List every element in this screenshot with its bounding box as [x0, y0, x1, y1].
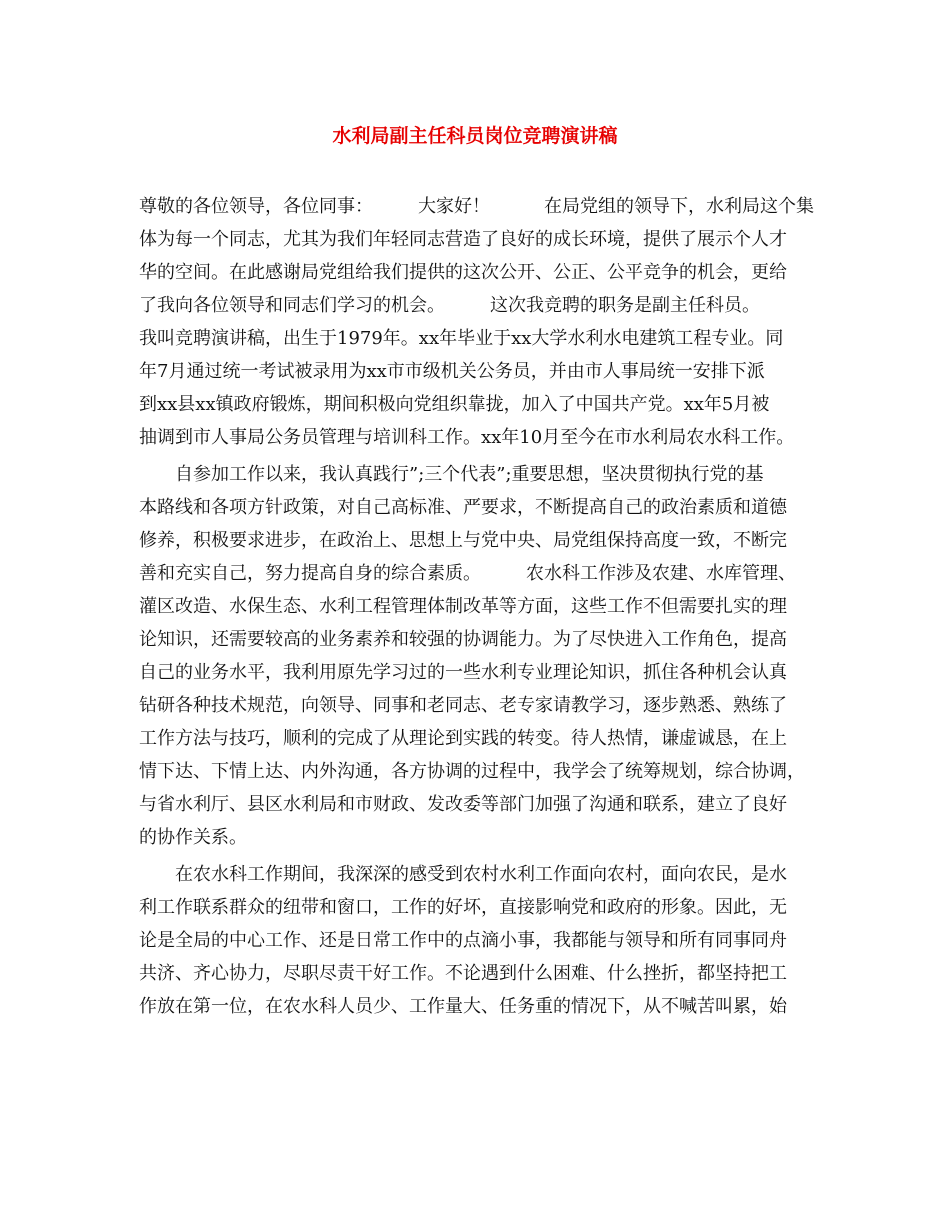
document-title: 水利局副主任科员岗位竞聘演讲稿 — [332, 125, 618, 147]
text-line: 修养，积极要求进步，在政治上、思想上与党中央、局党组保持高度一致，不断完 — [139, 530, 787, 551]
text-line: 作放在第一位，在农水科人员少、工作量大、任务重的情况下，从不喊苦叫累，始 — [139, 996, 787, 1017]
text-line: 尊敬的各位领导，各位同事： 大家好！ 在局党组的领导下，水利局这个集 — [139, 196, 814, 217]
text-line: 论知识，还需要较高的业务素养和较强的协调能力。为了尽快进入工作角色，提高 — [139, 629, 787, 650]
text-line: 了我向各位领导和同志们学习的机会。 这次我竞聘的职务是副主任科员。 — [139, 295, 760, 316]
document-body — [139, 190, 819, 1023]
text-line: 善和充实自己，努力提高自身的综合素质。 农水科工作涉及农建、水库管理、 — [139, 563, 796, 584]
text-line: 共济、齐心协力，尽职尽责干好工作。不论遇到什么困难、什么挫折，都坚持把工 — [139, 963, 787, 984]
text-line: 体为每一个同志，尤其为我们年轻同志营造了良好的成长环境，提供了展示个人才 — [139, 229, 787, 250]
text-line: 自己的业务水平，我利用原先学习过的一些水利专业理论知识，抓住各种机会认真 — [139, 662, 787, 683]
text-line: 工作方法与技巧，顺利的完成了从理论到实践的转变。待人热情，谦虚诚恳，在上 — [139, 728, 787, 749]
text-line: 本路线和各项方针政策，对自己高标准、严要求，不断提高自己的政治素质和道德 — [139, 497, 787, 518]
paragraph-start-line: 在农水科工作期间，我深深的感受到农村水利工作面向农村，面向农民，是水 — [175, 864, 787, 885]
text-line: 论是全局的中心工作、还是日常工作中的点滴小事，我都能与领导和所有同事同舟 — [139, 930, 787, 951]
text-line: 情下达、下情上达、内外沟通，各方协调的过程中，我学会了统筹规划，综合协调， — [139, 761, 805, 782]
paragraph-start-line: 自参加工作以来，我认真践行”;三个代表”;重要思想，坚决贯彻执行党的基 — [175, 464, 764, 485]
text-line: 钻研各种技术规范，向领导、同事和老同志、老专家请教学习，逐步熟悉、熟练了 — [139, 695, 787, 716]
text-line: 华的空间。在此感谢局党组给我们提供的这次公开、公正、公平竞争的机会，更给 — [139, 262, 787, 283]
text-line: 抽调到市人事局公务员管理与培训科工作。xx年10月至今在市水利局农水科工作。 — [139, 427, 795, 448]
text-line: 年7月通过统一考试被录用为xx市市级机关公务员，并由市人事局统一安排下派 — [139, 361, 765, 382]
text-line: 利工作联系群众的纽带和窗口，工作的好坏，直接影响党和政府的形象。因此，无 — [139, 897, 787, 918]
text-line: 我叫竞聘演讲稿，出生于1979年。xx年毕业于xx大学水利水电建筑工程专业。同 — [139, 328, 784, 349]
text-line: 灌区改造、水保生态、水利工程管理体制改革等方面，这些工作不但需要扎实的理 — [139, 596, 787, 617]
text-line: 与省水利厅、县区水利局和市财政、发改委等部门加强了沟通和联系，建立了良好 — [139, 794, 787, 815]
text-line: 的协作关系。 — [139, 827, 247, 848]
text-line: 到xx县xx镇政府锻炼，期间积极向党组织靠拢，加入了中国共产党。xx年5月被 — [139, 394, 770, 415]
